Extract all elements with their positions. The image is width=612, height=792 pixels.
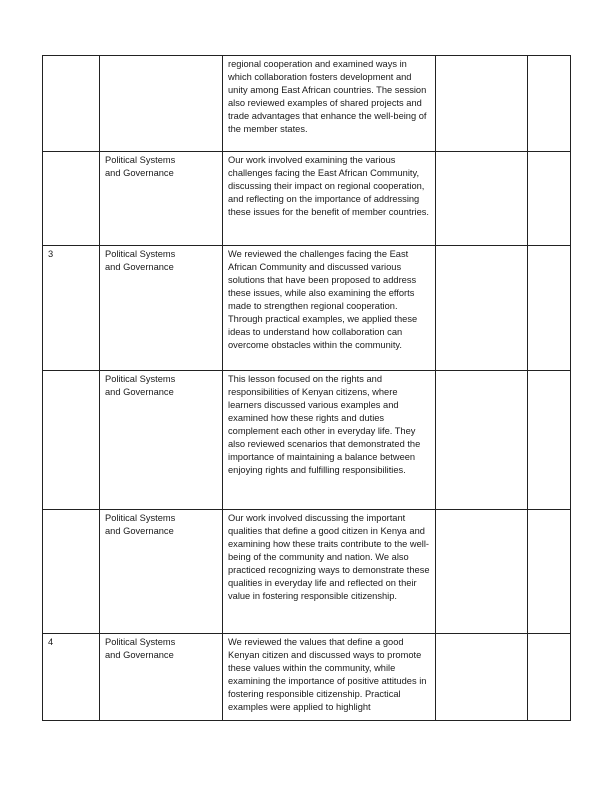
- blank-cell: [528, 634, 571, 721]
- blank-cell: [436, 246, 528, 371]
- week-cell: [43, 371, 100, 510]
- summary-cell: [223, 246, 436, 371]
- blank-cell: [436, 634, 528, 721]
- summary-text: We reviewed the values that define a good Kenyan citizen and discussed ways to promote these values within the community, while examining the importance of positive attitudes in fostering responsible citizenship. Practical examples were applied to highlight: [228, 637, 427, 712]
- strand-text: Political Systems and Governance: [105, 249, 176, 272]
- blank-cell: [528, 246, 571, 371]
- summary-text: We reviewed the challenges facing the East African Community and discussed various solutions that have been proposed to address these issues, while also examining the efforts made to strengthen regional cooperation. Through practical examples, we applied these ideas to understand how collaboration can overcome obstacles within the community.: [228, 249, 418, 350]
- summary-cell: [223, 634, 436, 721]
- table-row: [43, 152, 571, 246]
- summary-text: regional cooperation and examined ways in which collaboration fosters development and unity among East African countries. The session also reviewed examples of shared projects and trade advantages that enhance the well-being of the member states.: [228, 59, 427, 134]
- strand-cell: [100, 371, 223, 510]
- week-cell: [43, 634, 100, 721]
- summary-cell: [223, 152, 436, 246]
- week-number: 4: [48, 637, 54, 647]
- week-cell: [43, 246, 100, 371]
- week-cell: [43, 510, 100, 634]
- week-cell: [43, 152, 100, 246]
- table-row: [43, 371, 571, 510]
- strand-text: Political Systems and Governance: [105, 513, 176, 536]
- summary-cell: [223, 371, 436, 510]
- strand-cell: [100, 634, 223, 721]
- blank-cell: [528, 371, 571, 510]
- blank-cell: [436, 56, 528, 152]
- blank-cell: [528, 56, 571, 152]
- table-row: [43, 510, 571, 634]
- summary-cell: [223, 56, 436, 152]
- table-row: [43, 56, 571, 152]
- table-row: [43, 246, 571, 371]
- week-number: 3: [48, 249, 54, 259]
- table-row: [43, 634, 571, 721]
- summary-text: Our work involved examining the various challenges facing the East African Community, discussing their impact on regional cooperation, and reflecting on the importance of addressing these issues for the benefit of member countries.: [228, 155, 430, 217]
- blank-cell: [528, 152, 571, 246]
- blank-cell: [528, 510, 571, 634]
- strand-cell: [100, 56, 223, 152]
- blank-cell: [436, 152, 528, 246]
- strand-cell: [100, 246, 223, 371]
- blank-cell: [436, 510, 528, 634]
- strand-cell: [100, 152, 223, 246]
- strand-text: Political Systems and Governance: [105, 374, 176, 397]
- week-cell: [43, 56, 100, 152]
- summary-text: This lesson focused on the rights and responsibilities of Kenyan citizens, where learners discussed various examples and examined how these rights and duties complement each other in everyday life. They also reviewed scenarios that demonstrated the importance of maintaining a balance between enjoying rights and fulfilling responsibilities.: [228, 374, 421, 475]
- summary-text: Our work involved discussing the important qualities that define a good citizen in Kenya and examining how these traits contribute to the well-being of the community and nation. We also practiced recognizing ways to demonstrate these qualities in everyday life and reflected on their value in fostering responsible citizenship.: [228, 513, 430, 601]
- lesson-record-table: [42, 55, 571, 721]
- strand-cell: [100, 510, 223, 634]
- summary-cell: [223, 510, 436, 634]
- strand-text: Political Systems and Governance: [105, 155, 176, 178]
- strand-text: Political Systems and Governance: [105, 637, 176, 660]
- blank-cell: [436, 371, 528, 510]
